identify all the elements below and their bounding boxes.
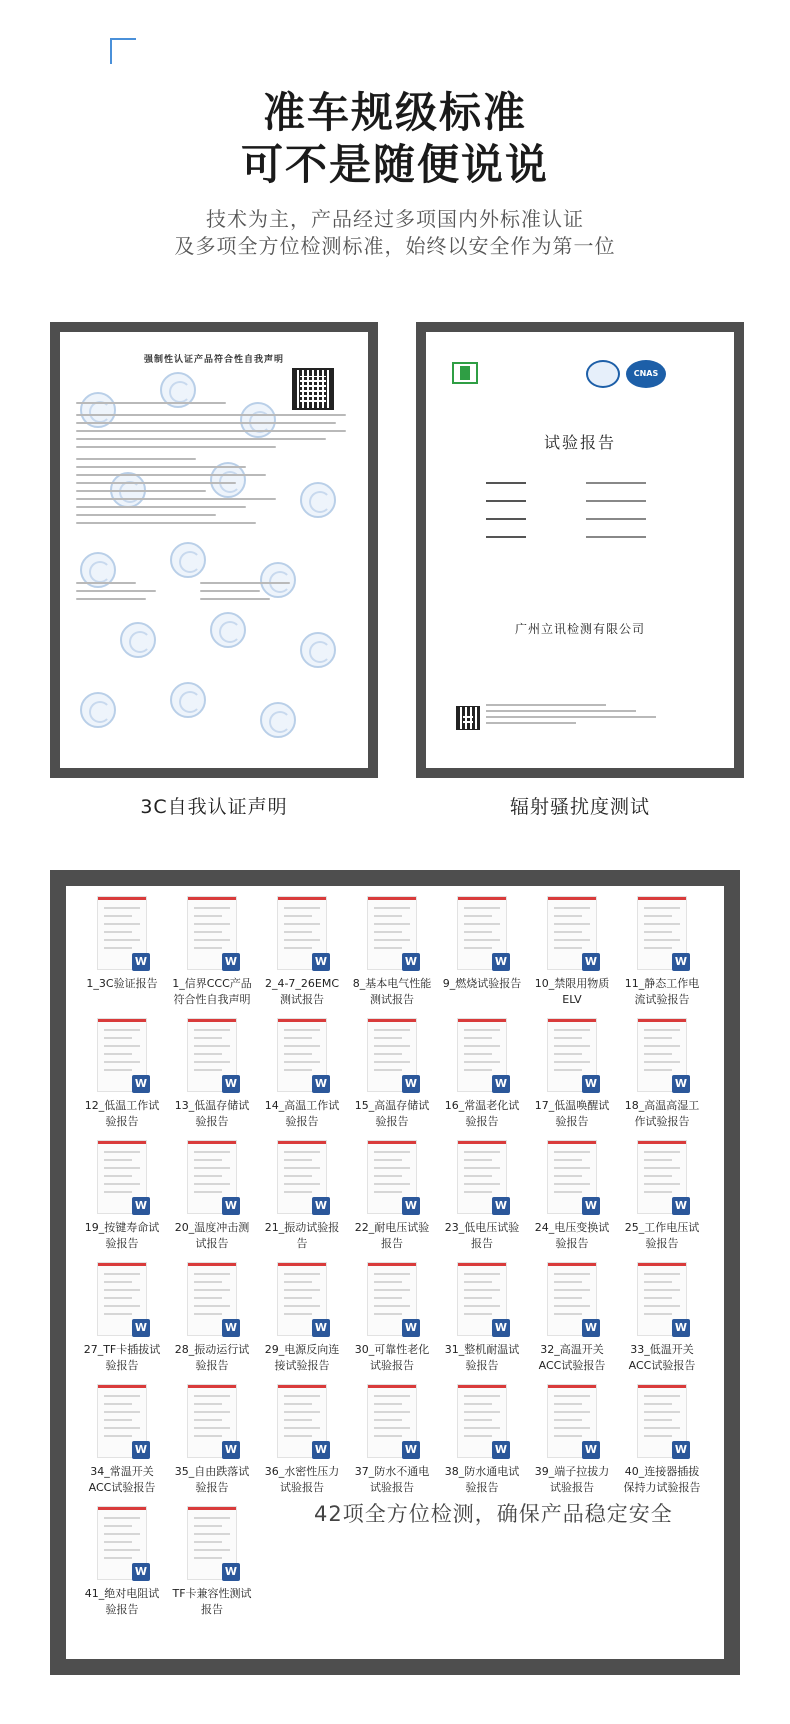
report-item[interactable] bbox=[260, 896, 344, 1016]
report-item-label-line1: 32_高温开关 bbox=[540, 1343, 604, 1356]
report-item-label bbox=[170, 976, 254, 1008]
report-item-label-line1: 10_禁限用物质 bbox=[534, 977, 610, 990]
report-footer-line bbox=[486, 722, 576, 724]
document-text-line bbox=[200, 590, 260, 592]
word-document-icon: W bbox=[582, 1075, 600, 1093]
report-item-label bbox=[80, 1464, 164, 1496]
reports-slogan: 42项全方位检测，确保产品稳定安全 bbox=[314, 1502, 673, 1526]
word-document-icon: W bbox=[222, 1075, 240, 1093]
report-item[interactable] bbox=[440, 1262, 524, 1382]
document-text-line bbox=[76, 414, 346, 416]
report-item-label bbox=[350, 976, 434, 1008]
report-item[interactable] bbox=[170, 1262, 254, 1382]
watermark-seal-icon bbox=[120, 622, 156, 658]
report-thumbnail[interactable] bbox=[187, 1018, 237, 1092]
word-document-icon: W bbox=[312, 1441, 330, 1459]
document-text-line bbox=[76, 466, 246, 468]
watermark-seal-icon bbox=[80, 692, 116, 728]
report-item-label-line1: 41_绝对电阻试 bbox=[84, 1587, 160, 1600]
report-item[interactable] bbox=[530, 1140, 614, 1260]
word-document-icon: W bbox=[222, 1563, 240, 1581]
report-item-label-line2: ACC试验报告 bbox=[538, 1359, 606, 1372]
report-item-label-line2: 验报告 bbox=[555, 1237, 589, 1250]
word-document-icon: W bbox=[312, 953, 330, 971]
report-item-label-line1: 29_电源反向连 bbox=[264, 1343, 340, 1356]
report-item-label bbox=[440, 976, 524, 992]
document-text-line bbox=[76, 446, 276, 448]
report-item[interactable] bbox=[260, 1384, 344, 1504]
report-item-label bbox=[350, 1464, 434, 1496]
report-item-label-line2: 验报告 bbox=[105, 1603, 139, 1616]
report-item[interactable] bbox=[260, 1018, 344, 1138]
word-document-icon: W bbox=[582, 1197, 600, 1215]
report-footer-line bbox=[486, 704, 606, 706]
report-item-label bbox=[80, 976, 164, 992]
certificate-3c-caption: 3C自我认证声明 bbox=[140, 796, 288, 818]
report-item[interactable] bbox=[80, 1384, 164, 1504]
qr-code-icon bbox=[292, 368, 334, 410]
report-item-label-line1: 2_4-7_26EMC bbox=[264, 977, 340, 990]
report-item-label bbox=[170, 1098, 254, 1130]
subtitle-line1: 技术为主，产品经过多项国内外标准认证 bbox=[206, 207, 584, 231]
report-item-label-line2: 符合性自我声明 bbox=[173, 993, 251, 1006]
document-text-line bbox=[76, 522, 256, 524]
word-document-icon: W bbox=[672, 1197, 690, 1215]
lab-logo-icon bbox=[452, 362, 478, 384]
report-item[interactable] bbox=[440, 1384, 524, 1504]
report-item[interactable] bbox=[620, 1262, 704, 1382]
word-document-icon: W bbox=[222, 953, 240, 971]
report-item[interactable] bbox=[530, 1384, 614, 1504]
report-item[interactable] bbox=[170, 1506, 254, 1626]
watermark-seal-icon bbox=[300, 482, 336, 518]
report-item[interactable] bbox=[80, 1018, 164, 1138]
word-document-icon: W bbox=[672, 953, 690, 971]
report-thumbnail[interactable] bbox=[277, 1262, 327, 1336]
report-item-label bbox=[530, 1098, 614, 1130]
word-document-icon: W bbox=[312, 1319, 330, 1337]
report-thumbnail[interactable] bbox=[547, 1140, 597, 1214]
report-item-label-line1: 28_振动运行试 bbox=[174, 1343, 250, 1356]
report-item-label-line1: 18_高温高湿工 bbox=[624, 1099, 700, 1112]
report-thumbnail[interactable] bbox=[457, 1018, 507, 1092]
report-thumbnail[interactable] bbox=[277, 1140, 327, 1214]
report-item[interactable] bbox=[170, 1384, 254, 1504]
report-item-label-line1: 24_电压变换试 bbox=[534, 1221, 610, 1234]
report-item-label-line2: 验报告 bbox=[105, 1115, 139, 1128]
document-text-line bbox=[200, 598, 270, 600]
certificate-3c-frame bbox=[50, 322, 378, 778]
report-thumbnail[interactable] bbox=[97, 896, 147, 970]
report-item[interactable] bbox=[530, 896, 614, 1016]
report-item-label-line1: 36_水密性压力 bbox=[264, 1465, 340, 1478]
report-thumbnail[interactable] bbox=[97, 1140, 147, 1214]
report-item-label-line1: 17_低温唤醒试 bbox=[534, 1099, 610, 1112]
report-item-label-line2: 验报告 bbox=[465, 1359, 499, 1372]
report-item-label bbox=[440, 1220, 524, 1252]
report-thumbnail[interactable] bbox=[277, 1384, 327, 1458]
document-text-line bbox=[76, 422, 336, 424]
word-document-icon: W bbox=[222, 1319, 240, 1337]
report-organization: 广州立讯检测有限公司 bbox=[514, 622, 645, 636]
report-item[interactable] bbox=[350, 1140, 434, 1260]
report-item-label bbox=[530, 1464, 614, 1496]
report-item-label-line1: 21_振动试验报 bbox=[264, 1221, 340, 1234]
report-item-label-line1: 25_工作电压试 bbox=[624, 1221, 700, 1234]
report-item[interactable] bbox=[530, 1262, 614, 1382]
report-thumbnail[interactable] bbox=[637, 1262, 687, 1336]
report-title: 试验报告 bbox=[543, 433, 616, 452]
report-item-label bbox=[260, 1220, 344, 1252]
report-item[interactable] bbox=[80, 1262, 164, 1382]
report-thumbnail[interactable] bbox=[97, 1506, 147, 1580]
word-document-icon: W bbox=[492, 953, 510, 971]
document-text-line bbox=[76, 590, 156, 592]
report-item-label-line2: 验报告 bbox=[645, 1237, 679, 1250]
report-item-label bbox=[620, 1464, 704, 1496]
report-item-label-line1: 12_低温工作试 bbox=[84, 1099, 160, 1112]
watermark-seal-icon bbox=[170, 542, 206, 578]
report-footer-line bbox=[486, 710, 636, 712]
word-document-icon: W bbox=[672, 1075, 690, 1093]
report-thumbnail[interactable] bbox=[277, 896, 327, 970]
document-text-line bbox=[76, 582, 136, 584]
report-item-label-line1: 23_低电压试验 bbox=[444, 1221, 520, 1234]
report-item-label bbox=[170, 1342, 254, 1374]
report-item-label-line1: 35_自由跌落试 bbox=[174, 1465, 250, 1478]
ilac-mra-logo-icon bbox=[586, 360, 620, 388]
report-item-label-line1: 13_低温存储试 bbox=[174, 1099, 250, 1112]
report-item-label-line1: 39_端子拉拔力 bbox=[534, 1465, 610, 1478]
report-item[interactable] bbox=[620, 1018, 704, 1138]
report-thumbnail[interactable] bbox=[547, 1262, 597, 1336]
report-thumbnail[interactable] bbox=[187, 1140, 237, 1214]
word-document-icon: W bbox=[132, 1075, 150, 1093]
report-item-label-line1: 9_燃烧试验报告 bbox=[442, 977, 522, 990]
word-document-icon: W bbox=[132, 1563, 150, 1581]
report-item-label-line1: 11_静态工作电 bbox=[624, 977, 700, 990]
certificate-3c-document bbox=[60, 332, 368, 768]
report-item[interactable] bbox=[260, 1140, 344, 1260]
report-item-label-line2: 作试验报告 bbox=[634, 1115, 690, 1128]
report-item-label-line2: 验报告 bbox=[465, 1115, 499, 1128]
watermark-seal-icon bbox=[210, 612, 246, 648]
report-item-label-line2: 试验报告 bbox=[370, 1481, 414, 1494]
word-document-icon: W bbox=[582, 1441, 600, 1459]
report-item-label-line2: 测试报告 bbox=[370, 993, 414, 1006]
report-thumbnail[interactable] bbox=[457, 1140, 507, 1214]
report-item-label bbox=[440, 1098, 524, 1130]
report-field-row bbox=[486, 482, 686, 492]
report-thumbnail[interactable] bbox=[457, 1262, 507, 1336]
report-thumbnail[interactable] bbox=[367, 1140, 417, 1214]
report-item-label bbox=[260, 1342, 344, 1374]
certificate-radiation-caption: 辐射骚扰度测试 bbox=[509, 796, 650, 818]
report-item-label-line2: 试验报告 bbox=[550, 1481, 594, 1494]
cnas-logo-icon: CNAS bbox=[626, 360, 666, 388]
report-item[interactable] bbox=[350, 896, 434, 1016]
word-document-icon: W bbox=[582, 1319, 600, 1337]
word-document-icon: W bbox=[402, 1441, 420, 1459]
certificate-radiation-frame bbox=[416, 322, 744, 778]
report-item-label-line2: 试报告 bbox=[195, 1237, 229, 1250]
report-thumbnail[interactable] bbox=[97, 1018, 147, 1092]
word-document-icon: W bbox=[492, 1197, 510, 1215]
document-text-line bbox=[76, 438, 326, 440]
report-item-label bbox=[530, 1220, 614, 1252]
word-document-icon: W bbox=[402, 953, 420, 971]
report-item-label-line2: 报告 bbox=[471, 1237, 493, 1250]
report-item-label bbox=[620, 1220, 704, 1252]
report-item-label bbox=[260, 1464, 344, 1496]
report-item-label-line2: 测试报告 bbox=[280, 993, 324, 1006]
report-item[interactable] bbox=[620, 1140, 704, 1260]
report-item-label-line1: 19_按键寿命试 bbox=[84, 1221, 160, 1234]
report-item-label-line2: 接试验报告 bbox=[274, 1359, 330, 1372]
headline-line1: 准车规级标准 bbox=[262, 88, 527, 137]
watermark-seal-icon bbox=[170, 682, 206, 718]
report-item[interactable] bbox=[530, 1018, 614, 1138]
word-document-icon: W bbox=[312, 1075, 330, 1093]
document-text-line bbox=[76, 430, 346, 432]
report-item-label bbox=[620, 1342, 704, 1374]
report-item-label bbox=[80, 1220, 164, 1252]
word-document-icon: W bbox=[222, 1197, 240, 1215]
reports-grid bbox=[66, 886, 724, 1659]
report-item-label-line2: ACC试验报告 bbox=[88, 1481, 156, 1494]
word-document-icon: W bbox=[402, 1075, 420, 1093]
document-text-line bbox=[76, 598, 146, 600]
document-text-line bbox=[76, 402, 226, 404]
certificate-radiation-document bbox=[426, 332, 734, 768]
report-item-label-line2: ACC试验报告 bbox=[628, 1359, 696, 1372]
report-thumbnail[interactable] bbox=[97, 1384, 147, 1458]
report-item-label bbox=[530, 1342, 614, 1374]
corner-accent bbox=[110, 38, 136, 64]
word-document-icon: W bbox=[402, 1319, 420, 1337]
report-thumbnail[interactable] bbox=[367, 1018, 417, 1092]
report-item[interactable] bbox=[170, 896, 254, 1016]
report-item-label bbox=[170, 1220, 254, 1252]
report-thumbnail[interactable] bbox=[547, 1384, 597, 1458]
report-thumbnail[interactable] bbox=[187, 1384, 237, 1458]
report-item[interactable] bbox=[440, 896, 524, 1016]
report-item-label-line1: 33_低温开关 bbox=[630, 1343, 694, 1356]
report-item-label-line1: 37_防水不通电 bbox=[354, 1465, 430, 1478]
report-item-label-line1: 16_常温老化试 bbox=[444, 1099, 520, 1112]
report-thumbnail[interactable] bbox=[547, 896, 597, 970]
report-item-label-line1: 1_3C验证报告 bbox=[86, 977, 158, 990]
report-item[interactable] bbox=[350, 1018, 434, 1138]
report-item[interactable] bbox=[80, 896, 164, 1016]
report-item-label-line1: 20_温度冲击测 bbox=[174, 1221, 250, 1234]
document-text-line bbox=[76, 514, 216, 516]
report-item[interactable] bbox=[80, 1140, 164, 1260]
document-text-line bbox=[76, 482, 236, 484]
document-text-line bbox=[76, 506, 246, 508]
watermark-seal-icon bbox=[260, 702, 296, 738]
report-item-label bbox=[440, 1464, 524, 1496]
report-item-label-line1: 22_耐电压试验 bbox=[354, 1221, 430, 1234]
report-thumbnail[interactable] bbox=[637, 896, 687, 970]
report-thumbnail[interactable] bbox=[367, 1262, 417, 1336]
report-field-row bbox=[486, 536, 686, 546]
report-item-label-line2: 验报告 bbox=[285, 1115, 319, 1128]
report-item-label bbox=[620, 976, 704, 1008]
report-thumbnail[interactable] bbox=[277, 1018, 327, 1092]
report-item-label-line2: 验报告 bbox=[195, 1481, 229, 1494]
report-item[interactable] bbox=[170, 1018, 254, 1138]
report-item-label-line1: 31_整机耐温试 bbox=[444, 1343, 520, 1356]
reports-grid-frame bbox=[50, 870, 740, 1675]
report-item-label-line1: 34_常温开关 bbox=[90, 1465, 154, 1478]
report-item-label bbox=[350, 1098, 434, 1130]
document-text-line bbox=[76, 474, 266, 476]
word-document-icon: W bbox=[132, 1319, 150, 1337]
report-item[interactable] bbox=[620, 1384, 704, 1504]
report-item-label bbox=[80, 1342, 164, 1374]
report-item-label-line1: 27_TF卡插拔试 bbox=[83, 1343, 161, 1356]
report-thumbnail[interactable] bbox=[187, 1506, 237, 1580]
watermark-seal-icon bbox=[300, 632, 336, 668]
report-item-label-line2: 试验报告 bbox=[280, 1481, 324, 1494]
report-item-label-line1: 38_防水通电试 bbox=[444, 1465, 520, 1478]
word-document-icon: W bbox=[312, 1197, 330, 1215]
report-item[interactable] bbox=[620, 896, 704, 1016]
report-item-label bbox=[170, 1586, 254, 1618]
report-item-label-line1: 14_高温工作试 bbox=[264, 1099, 340, 1112]
report-thumbnail[interactable] bbox=[97, 1262, 147, 1336]
report-item[interactable] bbox=[260, 1262, 344, 1382]
report-item-label-line2: 报告 bbox=[381, 1237, 403, 1250]
report-thumbnail[interactable] bbox=[367, 896, 417, 970]
report-item[interactable] bbox=[440, 1018, 524, 1138]
report-field-row bbox=[486, 518, 686, 528]
report-item-label-line2: 试验报告 bbox=[370, 1359, 414, 1372]
report-item[interactable] bbox=[350, 1262, 434, 1382]
report-item-label-line1: 8_基本电气性能 bbox=[352, 977, 432, 990]
document-text-line bbox=[76, 498, 276, 500]
headline-line2: 可不是随便说说 bbox=[240, 140, 549, 189]
report-item-label-line1: 15_高温存储试 bbox=[354, 1099, 430, 1112]
watermark-seal-icon bbox=[240, 402, 276, 438]
word-document-icon: W bbox=[222, 1441, 240, 1459]
report-item-label-line1: 30_可靠性老化 bbox=[354, 1343, 430, 1356]
report-item-label bbox=[440, 1342, 524, 1374]
report-item-label-line2: 告 bbox=[296, 1237, 308, 1250]
subtitle-line2: 及多项全方位检测标准，始终以安全作为第一位 bbox=[174, 234, 616, 258]
report-item-label-line2: 报告 bbox=[201, 1603, 223, 1616]
report-thumbnail[interactable] bbox=[547, 1018, 597, 1092]
document-text-line bbox=[76, 490, 206, 492]
report-item[interactable] bbox=[170, 1140, 254, 1260]
report-item-label bbox=[530, 976, 614, 1008]
report-item[interactable] bbox=[440, 1140, 524, 1260]
report-thumbnail[interactable] bbox=[637, 1018, 687, 1092]
word-document-icon: W bbox=[492, 1075, 510, 1093]
report-item-label-line2: 验报告 bbox=[195, 1115, 229, 1128]
report-item-label-line1: 40_连接器插拔 bbox=[624, 1465, 700, 1478]
word-document-icon: W bbox=[672, 1319, 690, 1337]
report-item-label-line1: 1_信界CCC产品 bbox=[172, 977, 252, 990]
report-thumbnail[interactable] bbox=[187, 1262, 237, 1336]
qr-code-icon bbox=[456, 706, 480, 730]
report-item-label bbox=[80, 1098, 164, 1130]
report-item-label bbox=[260, 976, 344, 1008]
word-document-icon: W bbox=[132, 1197, 150, 1215]
report-item-label bbox=[260, 1098, 344, 1130]
word-document-icon: W bbox=[672, 1441, 690, 1459]
certificate-3c-title: 强制性认证产品符合性自我声明 bbox=[143, 355, 284, 365]
report-item-label-line2: 验报告 bbox=[195, 1359, 229, 1372]
report-item-label-line2: 流试验报告 bbox=[634, 993, 690, 1006]
report-field-row bbox=[486, 500, 686, 510]
word-document-icon: W bbox=[132, 953, 150, 971]
report-item-label bbox=[350, 1342, 434, 1374]
report-item-label-line2: 验报告 bbox=[375, 1115, 409, 1128]
report-thumbnail[interactable] bbox=[637, 1140, 687, 1214]
report-item-label-line2: 验报告 bbox=[105, 1359, 139, 1372]
report-item-label-line1: TF卡兼容性测试 bbox=[172, 1587, 252, 1600]
report-item-label bbox=[620, 1098, 704, 1130]
report-item-label-line2: 验报告 bbox=[465, 1481, 499, 1494]
word-document-icon: W bbox=[582, 953, 600, 971]
report-thumbnail[interactable] bbox=[187, 896, 237, 970]
report-footer-line bbox=[486, 716, 656, 718]
report-item-label-line2: 保持力试验报告 bbox=[623, 1481, 701, 1494]
report-item-label bbox=[170, 1464, 254, 1496]
report-item[interactable] bbox=[80, 1506, 164, 1626]
report-item-label-line2: 验报告 bbox=[105, 1237, 139, 1250]
report-item-label-line2: ELV bbox=[562, 993, 582, 1006]
word-document-icon: W bbox=[402, 1197, 420, 1215]
report-thumbnail[interactable] bbox=[457, 896, 507, 970]
report-item-label bbox=[80, 1586, 164, 1618]
word-document-icon: W bbox=[132, 1441, 150, 1459]
document-text-line bbox=[200, 582, 290, 584]
report-thumbnail[interactable] bbox=[637, 1384, 687, 1458]
word-document-icon: W bbox=[492, 1319, 510, 1337]
watermark-seal-icon bbox=[260, 562, 296, 598]
report-item-label-line2: 验报告 bbox=[555, 1115, 589, 1128]
word-document-icon: W bbox=[492, 1441, 510, 1459]
report-thumbnail[interactable] bbox=[457, 1384, 507, 1458]
document-text-line bbox=[76, 458, 196, 460]
report-item-label bbox=[350, 1220, 434, 1252]
report-item[interactable] bbox=[350, 1384, 434, 1504]
report-thumbnail[interactable] bbox=[367, 1384, 417, 1458]
